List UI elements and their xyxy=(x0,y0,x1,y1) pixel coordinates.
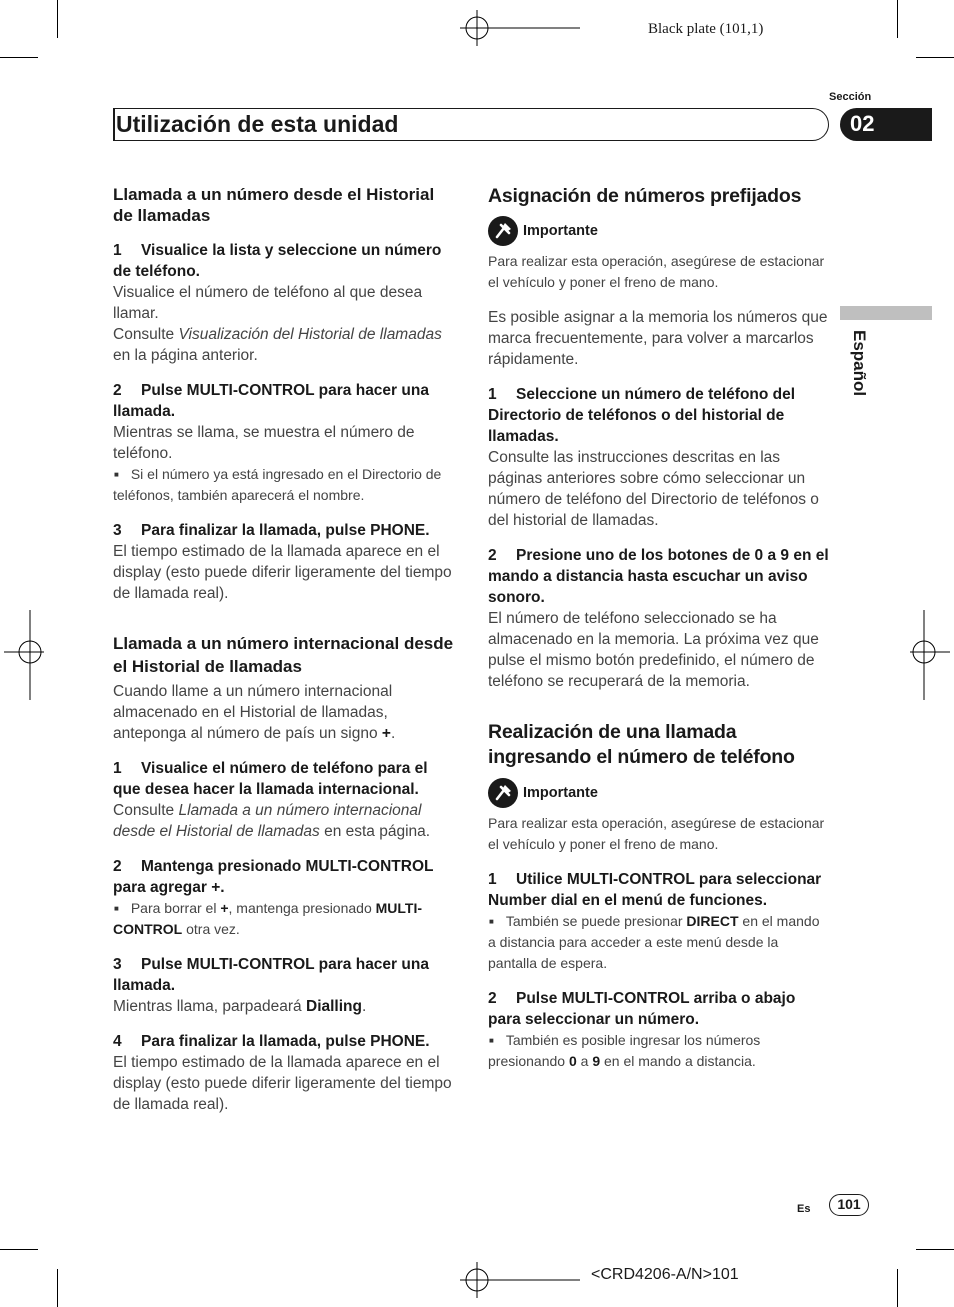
registration-mark-icon xyxy=(4,610,44,700)
page-title-bar xyxy=(113,108,829,141)
crop-mark xyxy=(916,57,954,58)
step-heading: 2 Mantenga presionado MULTI-CONTROL para agregar +. xyxy=(113,858,434,896)
step-heading: 2 Presione uno de los botones de 0 a 9 en el mando a distancia hasta escuchar un aviso sonoro. xyxy=(488,547,829,606)
section-number-badge xyxy=(840,108,932,141)
important-callout xyxy=(488,216,830,246)
section-number: 02 xyxy=(850,111,875,136)
crop-mark xyxy=(897,0,898,38)
crop-mark xyxy=(57,0,58,38)
section-heading: Llamada a un número internacional desde el Historial de llamadas xyxy=(113,634,454,676)
important-body: Para realizar esta operación, asegúrese de estacionar el vehículo y poner el freno de mano. xyxy=(488,815,825,852)
registration-mark-icon xyxy=(460,1262,580,1298)
important-icon xyxy=(488,778,518,808)
step-heading: 1 Visualice la lista y seleccione un número de teléfono. xyxy=(113,242,442,280)
right-column xyxy=(488,184,830,1072)
crop-mark xyxy=(0,1249,38,1250)
language-label: Español xyxy=(850,330,869,397)
important-callout xyxy=(488,778,830,808)
language-abbreviation: Es xyxy=(797,1203,811,1215)
body-text: Es posible asignar a la memoria los números que marca frecuentemente, para volver a marcarlos rápidamente. xyxy=(488,309,828,368)
body-text: Consulte Llamada a un número internacional desde el Historial de llamadas en esta página. xyxy=(113,802,431,840)
note-bullet: ■ También es posible ingresar los números presionando 0 a 9 en el mando a distancia. xyxy=(488,1030,830,1072)
body-text: Mientras llama, parpadeará Dialling. xyxy=(113,998,367,1015)
plate-label: Black plate (101,1) xyxy=(648,21,764,37)
left-column xyxy=(113,184,455,1115)
crop-mark xyxy=(897,1269,898,1307)
body-text: Mientras se llama, se muestra el número de teléfono. xyxy=(113,424,415,462)
body-text: El número de teléfono seleccionado se ha almacenado en la memoria. La próxima vez que pulse el mismo botón predefinido, el número de teléfono se recuperará de la memoria. xyxy=(488,610,819,690)
section-label: Sección xyxy=(829,91,872,103)
page-number: 101 xyxy=(829,1194,869,1216)
important-label: Importante xyxy=(523,785,598,801)
body-text: Visualice el número de teléfono al que desea llamar. xyxy=(113,284,423,322)
step-heading: 3 Pulse MULTI-CONTROL para hacer una llamada. xyxy=(113,956,429,994)
step-heading: 4 Para finalizar la llamada, pulse PHONE. xyxy=(113,1033,430,1050)
document-code: <CRD4206-A/N>101 xyxy=(591,1266,739,1283)
registration-mark-icon xyxy=(910,610,950,700)
note-bullet: ■ Si el número ya está ingresado en el Directorio de teléfonos, también aparecerá el nombre. xyxy=(113,464,455,506)
step-heading: 1 Utilice MULTI-CONTROL para seleccionar Number dial en el menú de funciones. xyxy=(488,871,822,909)
language-tab xyxy=(840,306,932,320)
step-heading: 1 Seleccione un número de teléfono del Directorio de teléfonos o del historial de llamadas. xyxy=(488,386,796,445)
important-label: Importante xyxy=(523,223,598,239)
cross-reference: Llamada a un número internacional desde el Historial de llamadas xyxy=(113,802,422,840)
step-heading: 2 Pulse MULTI-CONTROL arriba o abajo para seleccionar un número. xyxy=(488,990,796,1028)
crop-mark xyxy=(0,57,38,58)
registration-mark-icon xyxy=(460,10,580,46)
important-body: Para realizar esta operación, asegúrese de estacionar el vehículo y poner el freno de mano. xyxy=(488,253,825,290)
important-icon xyxy=(488,216,518,246)
section-heading: Realización de una llamada ingresando el número de teléfono xyxy=(488,721,795,768)
cross-reference: Visualización del Historial de llamadas xyxy=(178,326,442,343)
note-bullet: ■ También se puede presionar DIRECT en el mando a distancia para acceder a este menú desde la pantalla de espera. xyxy=(488,911,830,974)
body-text: El tiempo estimado de la llamada aparece en el display (esto puede diferir ligeramente del tiempo de llamada real). xyxy=(113,543,452,602)
page-title: Utilización de esta unidad xyxy=(116,111,399,137)
body-text: Consulte Visualización del Historial de llamadas en la página anterior. xyxy=(113,326,442,364)
crop-mark xyxy=(57,1269,58,1307)
step-heading: 1 Visualice el número de teléfono para el que desea hacer la llamada internacional. xyxy=(113,760,428,798)
step-heading: 3 Para finalizar la llamada, pulse PHONE. xyxy=(113,522,430,539)
step-heading: 2 Pulse MULTI-CONTROL para hacer una llamada. xyxy=(113,382,429,420)
body-text: Consulte las instrucciones descritas en las páginas anteriores sobre cómo seleccionar un número de teléfono del Directorio de teléfonos o del historial de llamadas. xyxy=(488,449,819,529)
note-bullet: ■ Para borrar el +, mantenga presionado MULTI-CONTROL otra vez. xyxy=(113,898,455,940)
crop-mark xyxy=(916,1249,954,1250)
section-heading: Asignación de números prefijados xyxy=(488,185,802,207)
section-heading: Llamada a un número desde el Historial de llamadas xyxy=(113,185,435,225)
body-text: El tiempo estimado de la llamada aparece en el display (esto puede diferir ligeramente del tiempo de llamada real). xyxy=(113,1054,452,1113)
body-text: Cuando llame a un número internacional almacenado en el Historial de llamadas, anteponga al número de país un signo +. xyxy=(113,683,396,742)
